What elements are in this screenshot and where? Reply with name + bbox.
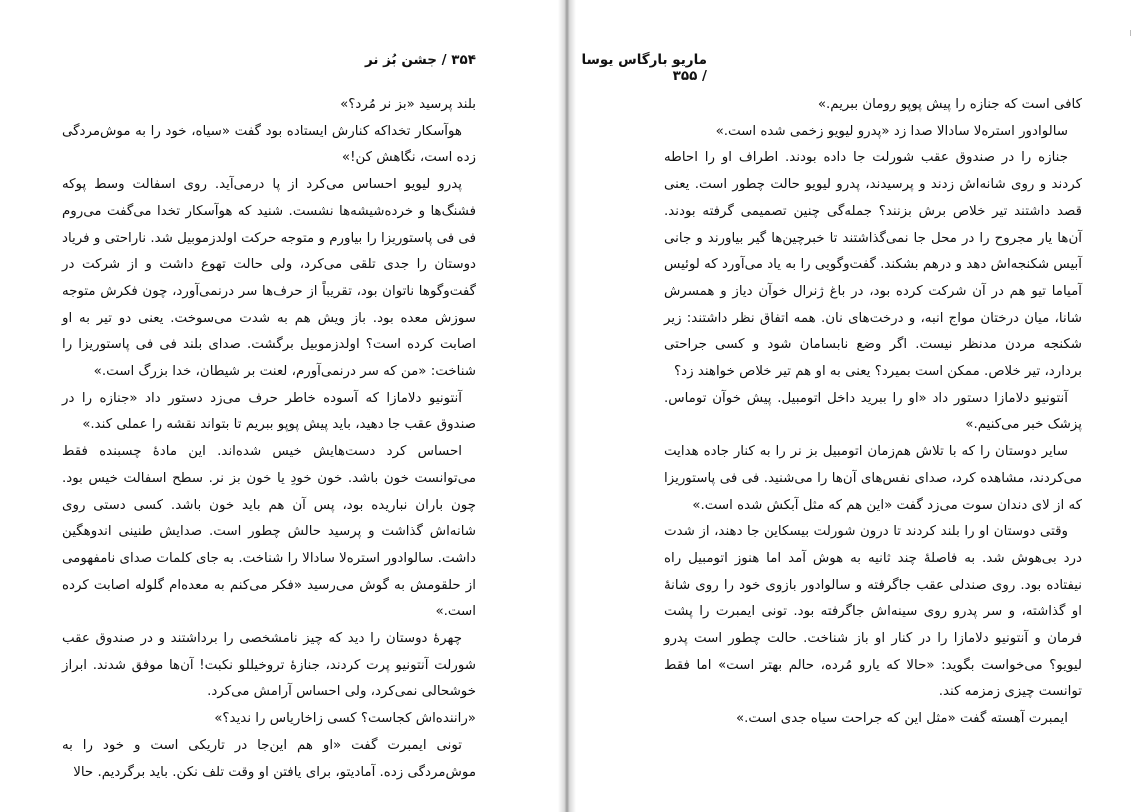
paragraph: تونی ایمبرت گفت «او هم این‌جا در تاریکی است و خود را به موش‌مردگی زده. آمادیتو، برای یافتن او وقت تلف نکن. باید برگردیم. حالا [62,737,476,780]
right-page [576,0,1137,812]
left-page-header: ۳۵۴ / جشن بُز نر [364,52,476,68]
paragraph: بلند پرسید «بز نر مُرد؟» [340,97,476,112]
left-page-text [62,92,476,786]
page-edge-mark [1130,30,1131,36]
paragraph: آنتونیو دلامازا که آسوده خاطر حرف می‌زد دستور داد «جنازه را در صندوق عقب جا دهید، باید پیش پوپو ببریم تا بتواند نقشه را عملی کند.» [62,390,476,433]
paragraph: جنازه را در صندوق عقب شورلت جا داده بودند. اطراف او را احاطه کردند و روی شانه‌اش زدند و پرسیدند، پدرو لیویو حالت چطور است. یعنی قصد داشتند تیر خلاص برش بزنند؟ جمله‌گی چنین تصمیمی گرفته بودند. آن‌ها یار مجروح را در محل جا نمی‌گذاشتند تا خبرچین‌ها گیر بیاورند و جانی آبیس شکنجه‌اش دهد و درهم بشکند. گفت‌وگویی را به یاد می‌آورد که لوئیس آمیاما تیو هم در آن شرکت کرده بود، در باغ ژنرال خوآن دیاز و همسرش شانا، میان درختان مواج انبه، و درخت‌های نان. همه اتفاق نظر داشتند: زیر شکنجه مردن مدنظر نیست. اگر وضع نابسامان شود و کسی جراحتی بردارد، تیر خلاص. ممکن است بمیرد؟ یعنی به او هم تیر خلاص خواهند زد؟ [664,150,1082,380]
paragraph: ایمبرت آهسته گفت «مثل این که جراحت سیاه جدی است.» [735,711,1068,727]
paragraph: «راننده‌اش کجاست؟ کسی زاخاریاس را ندید؟» [214,711,476,727]
paragraph: سالوادور استره‌لا سادالا صدا زد «پدرو لیویو زخمی شده است.» [715,123,1068,139]
paragraph: چهرهٔ دوستان را دید که چیز نامشخصی را برداشتند و در صندوق عقب شورلت آنتونیو پرت کردند، جنازهٔ تروخیللو نکبت! آن‌ها موفق شدند. ابراز خوشحالی نمی‌کرد، ولی احساس آرامش می‌کرد. [62,631,476,700]
left-page [0,0,558,812]
paragraph: وقتی دوستان او را بلند کردند تا درون شورلت بیسکاین جا دهند، از شدت درد بی‌هوش شد. به فاصلهٔ چند ثانیه به هوش آمد اما هنوز اتومبیل راه نیفتاده بود. روی صندلی عقب جاگرفته و سالوادور بازوی خود را روی شانهٔ او گذاشته، و سر پدرو روی سینه‌اش جاگرفته بود. تونی ایمبرت را پشت فرمان و آنتونیو دلامازا را در کنار او باز شناخت. حالت چطور است پدرو لیویو؟ می‌خواست بگوید: «حالا که یارو مُرده، حالم بهتر است» اما فقط توانست چیزی زمزمه کند. [664,524,1082,700]
book-gutter [558,0,576,812]
paragraph: پدرو لیویو احساس می‌کرد از پا درمی‌آید. روی اسفالت وسط پوکه فشنگ‌ها و خرده‌شیشه‌ها نشست. شنید که هوآسکار تخدا می‌گفت می‌روم فی فی پاستوریزا را بیاورم و متوجه حرکت اولدزموبیل شد. ناراحتی و فریاد دوستان را جدی تلقی می‌کرد، ولی حالت تهوع داشت و از شرکت در گفت‌وگوها ناتوان بود، تقریباً از حرف‌ها سر درنمی‌آورد، چون فکرش متوجه سوزش معده بود. باز ویش هم به شدت می‌سوخت. یعنی دو تیر به او اصابت کرده است؟ اولدزموبیل برگشت. صدای بلند فی فی پاستوریزا را شناخت: «من که سر درنمی‌آورم، لعنت بر شیطان، خدا بزرگ است.» [62,177,476,380]
right-page-text [664,92,1082,733]
right-page-header: ماریو بارگاس یوسا / ۳۵۵ [581,52,707,84]
paragraph: هوآسکار تخداکه کنارش ایستاده بود گفت «سیاه، خود را به موش‌مردگی زده است، نگاهش کن!» [62,123,476,166]
paragraph: احساس کرد دست‌هایش خیس شده‌اند. این مادهٔ چسبنده فقط می‌توانست خون باشد. خون خودِ یا خون بز نر. سطح اسفالت خیس بود. چون باران نباریده بود، پس آن هم باید خون باشد. کسی دستی روی شانه‌اش گذاشت و پرسید حالش چطور است. صدایش طنینی اندوهگین داشت. سالوادور استره‌لا سادالا را شناخت. به جای کلمات صدای نامفهومی از حلقومش به گوش می‌رسید «فکر می‌کنم به معده‌ام گلوله اصابت کرده است.» [62,444,476,620]
paragraph: سایر دوستان را که با تلاش هم‌زمان اتومبیل بز نر را به کنار جاده هدایت می‌کردند، مشاهده کرد، صدای نفس‌های آن‌ها را می‌شنید. فی فی پاستوریزا که از لای دندان سوت می‌زد گفت «این هم که مثل آبکش شده است.» [664,444,1082,513]
paragraph: کافی است که جنازه را پیش پوپو رومان ببریم.» [817,97,1082,112]
paragraph: آنتونیو دلامازا دستور داد «او را ببرید داخل اتومبیل. پیش خوآن توماس. پزشک خبر می‌کنیم.» [664,390,1082,433]
